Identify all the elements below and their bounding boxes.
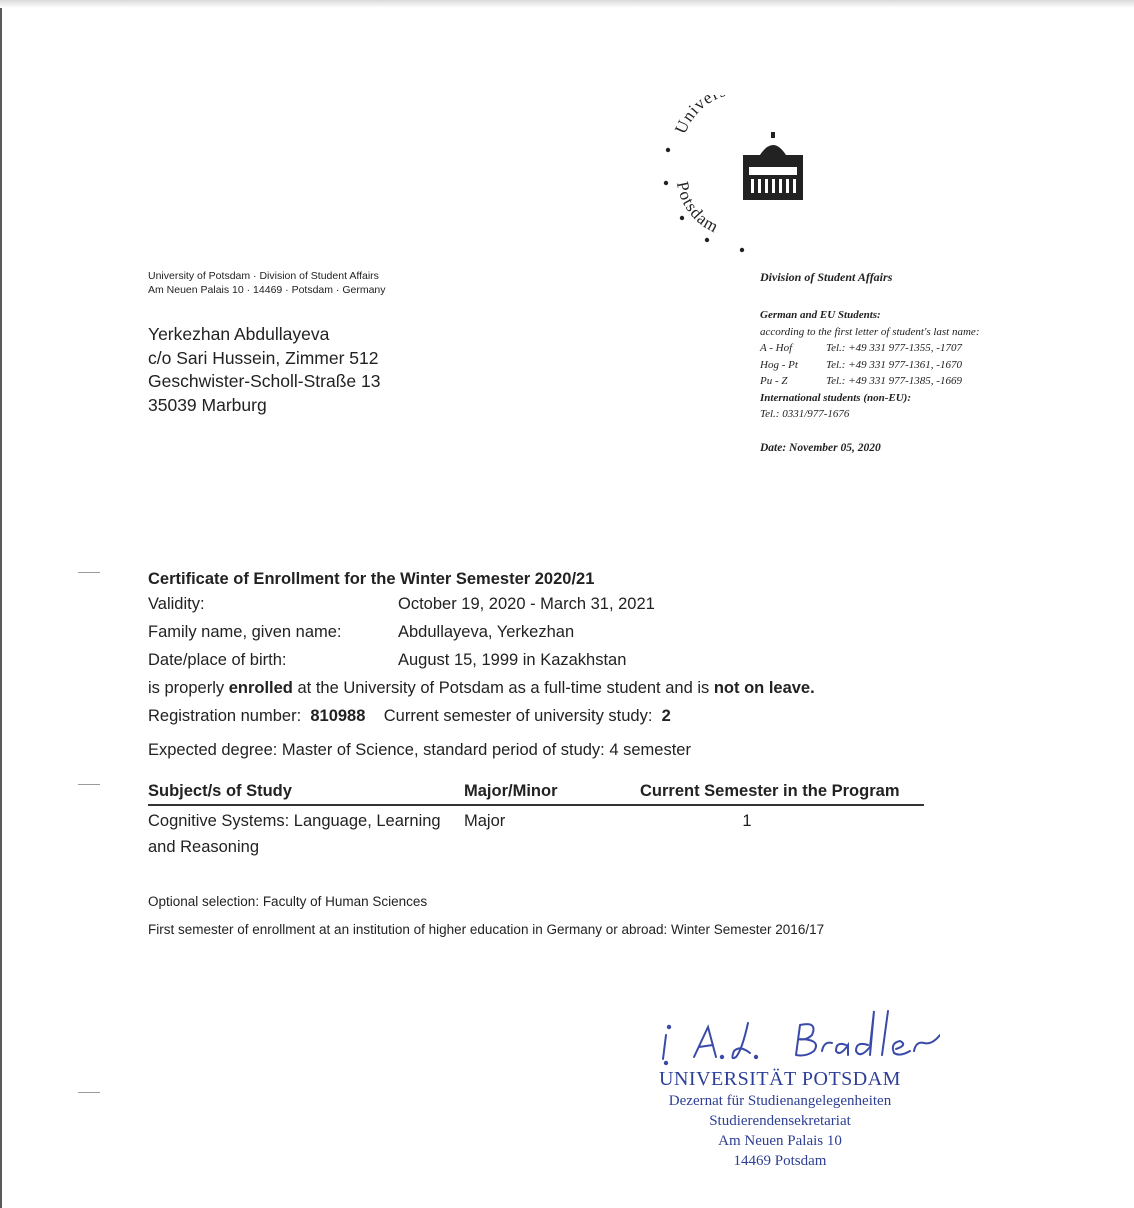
- enrollment-status: [148, 674, 815, 702]
- validity-row: [148, 590, 815, 618]
- addressee-care-of: c/o Sari Hussein, Zimmer 512: [148, 347, 379, 368]
- validity-label: Validity:: [148, 595, 205, 613]
- contact-row: [760, 373, 979, 390]
- name-row: [148, 618, 815, 646]
- fold-mark: [78, 784, 100, 785]
- page-top-edge: [0, 0, 1134, 8]
- stamp-office: Studierendensekretariat: [709, 1113, 851, 1129]
- stamp-city: 14469 Potsdam: [733, 1153, 827, 1169]
- contact-row: [760, 357, 979, 374]
- subject-table: [148, 780, 924, 860]
- status-text-mid: at the University of Potsdam as a full-time student and is: [292, 679, 714, 697]
- sender-line-2: Am Neuen Palais 10 · 14469 · Potsdam · Germany: [148, 284, 386, 296]
- registration-label: Registration number:: [148, 707, 302, 725]
- stamp-department: Dezernat für Studienangelegenheiten: [668, 1093, 892, 1109]
- semester-label: Current semester of university study:: [383, 707, 653, 725]
- university-logo: [655, 95, 805, 255]
- certificate-body: [148, 568, 815, 764]
- sender-address: [148, 269, 386, 297]
- addressee-block: [148, 323, 380, 417]
- semester-value: 2: [661, 707, 671, 725]
- eu-students-heading: German and EU Students:: [760, 309, 881, 321]
- table-row: [148, 808, 924, 860]
- status-text-pre: is properly: [148, 679, 229, 697]
- addressee-name: Yerkezhan Abdullayeva: [148, 324, 330, 344]
- sender-line-1: University of Potsdam · Division of Student Affairs: [148, 270, 379, 282]
- contact-row: [760, 340, 979, 357]
- addressee-street: Geschwister-Scholl-Straße 13: [148, 371, 381, 391]
- eu-students-note: according to the first letter of student's last name:: [760, 325, 980, 338]
- cell-semester: 1: [742, 812, 752, 830]
- certificate-title: Certificate of Enrollment for the Winter Semester 2020/21: [148, 570, 595, 588]
- document-date: Date: November 05, 2020: [760, 441, 881, 454]
- page-edge: [0, 0, 2, 1208]
- division-title: Division of Student Affairs: [760, 270, 893, 284]
- birth-value: August 15, 1999 in Kazakhstan: [398, 651, 627, 669]
- official-stamp: [630, 1067, 930, 1171]
- contact-range: Pu - Z: [760, 375, 788, 387]
- registration-row: [148, 702, 815, 730]
- header-current-semester: Current Semester in the Program: [640, 782, 900, 800]
- svg-text:Potsdam: [673, 180, 722, 237]
- birth-row: [148, 646, 815, 674]
- validity-value: October 19, 2020 - March 31, 2021: [398, 595, 655, 613]
- name-value: Abdullayeva, Yerkezhan: [398, 623, 575, 641]
- fold-mark: [78, 572, 100, 573]
- contact-range: Hog - Pt: [760, 358, 798, 371]
- table-header: [148, 780, 924, 806]
- optional-selection: Optional selection: Faculty of Human Sciences: [148, 894, 428, 909]
- signature-stamp-area: [630, 1005, 940, 1195]
- contact-tel: Tel.: +49 331 977-1385, -1669: [826, 375, 962, 387]
- name-label: Family name, given name:: [148, 623, 342, 641]
- logo-text-bottom: Potsdam: [672, 179, 723, 237]
- status-enrolled: enrolled: [228, 679, 293, 697]
- addressee-city: 35039 Marburg: [148, 394, 267, 415]
- division-contact-block: [760, 270, 979, 454]
- registration-number: 810988: [310, 707, 366, 725]
- first-semester-note: First semester of enrollment at an institution of higher education in Germany or abroad: Winter Semester 2016/17: [148, 922, 825, 937]
- status-leave: not on leave.: [713, 679, 815, 697]
- contact-list: [760, 307, 979, 423]
- notes-block: [148, 888, 828, 944]
- stamp-university: UNIVERSITÄT POTSDAM: [659, 1068, 901, 1090]
- handwritten-signature: [650, 1005, 940, 1075]
- contact-tel: Tel.: +49 331 977-1361, -1670: [826, 358, 962, 371]
- expected-degree: Expected degree: Master of Science, standard period of study: 4 semester: [148, 741, 691, 759]
- fold-mark: [78, 1092, 100, 1093]
- svg-text:Universität: [671, 95, 755, 137]
- intl-students-heading: International students (non-EU):: [760, 391, 911, 404]
- university-seal-icon: [655, 95, 805, 255]
- cell-type: Major: [464, 812, 506, 830]
- header-subject: Subject/s of Study: [148, 782, 292, 800]
- contact-tel: Tel.: +49 331 977-1355, -1707: [826, 342, 962, 354]
- logo-text-top: Unive: [670, 95, 717, 137]
- birth-label: Date/place of birth:: [148, 651, 287, 669]
- intl-students-tel: Tel.: 0331/977-1676: [760, 408, 850, 420]
- cell-subject: Cognitive Systems: Language, Learning and Reasoning: [148, 812, 441, 856]
- contact-range: A - Hof: [760, 342, 793, 354]
- stamp-street: Am Neuen Palais 10: [718, 1133, 842, 1149]
- header-major-minor: Major/Minor: [464, 782, 558, 800]
